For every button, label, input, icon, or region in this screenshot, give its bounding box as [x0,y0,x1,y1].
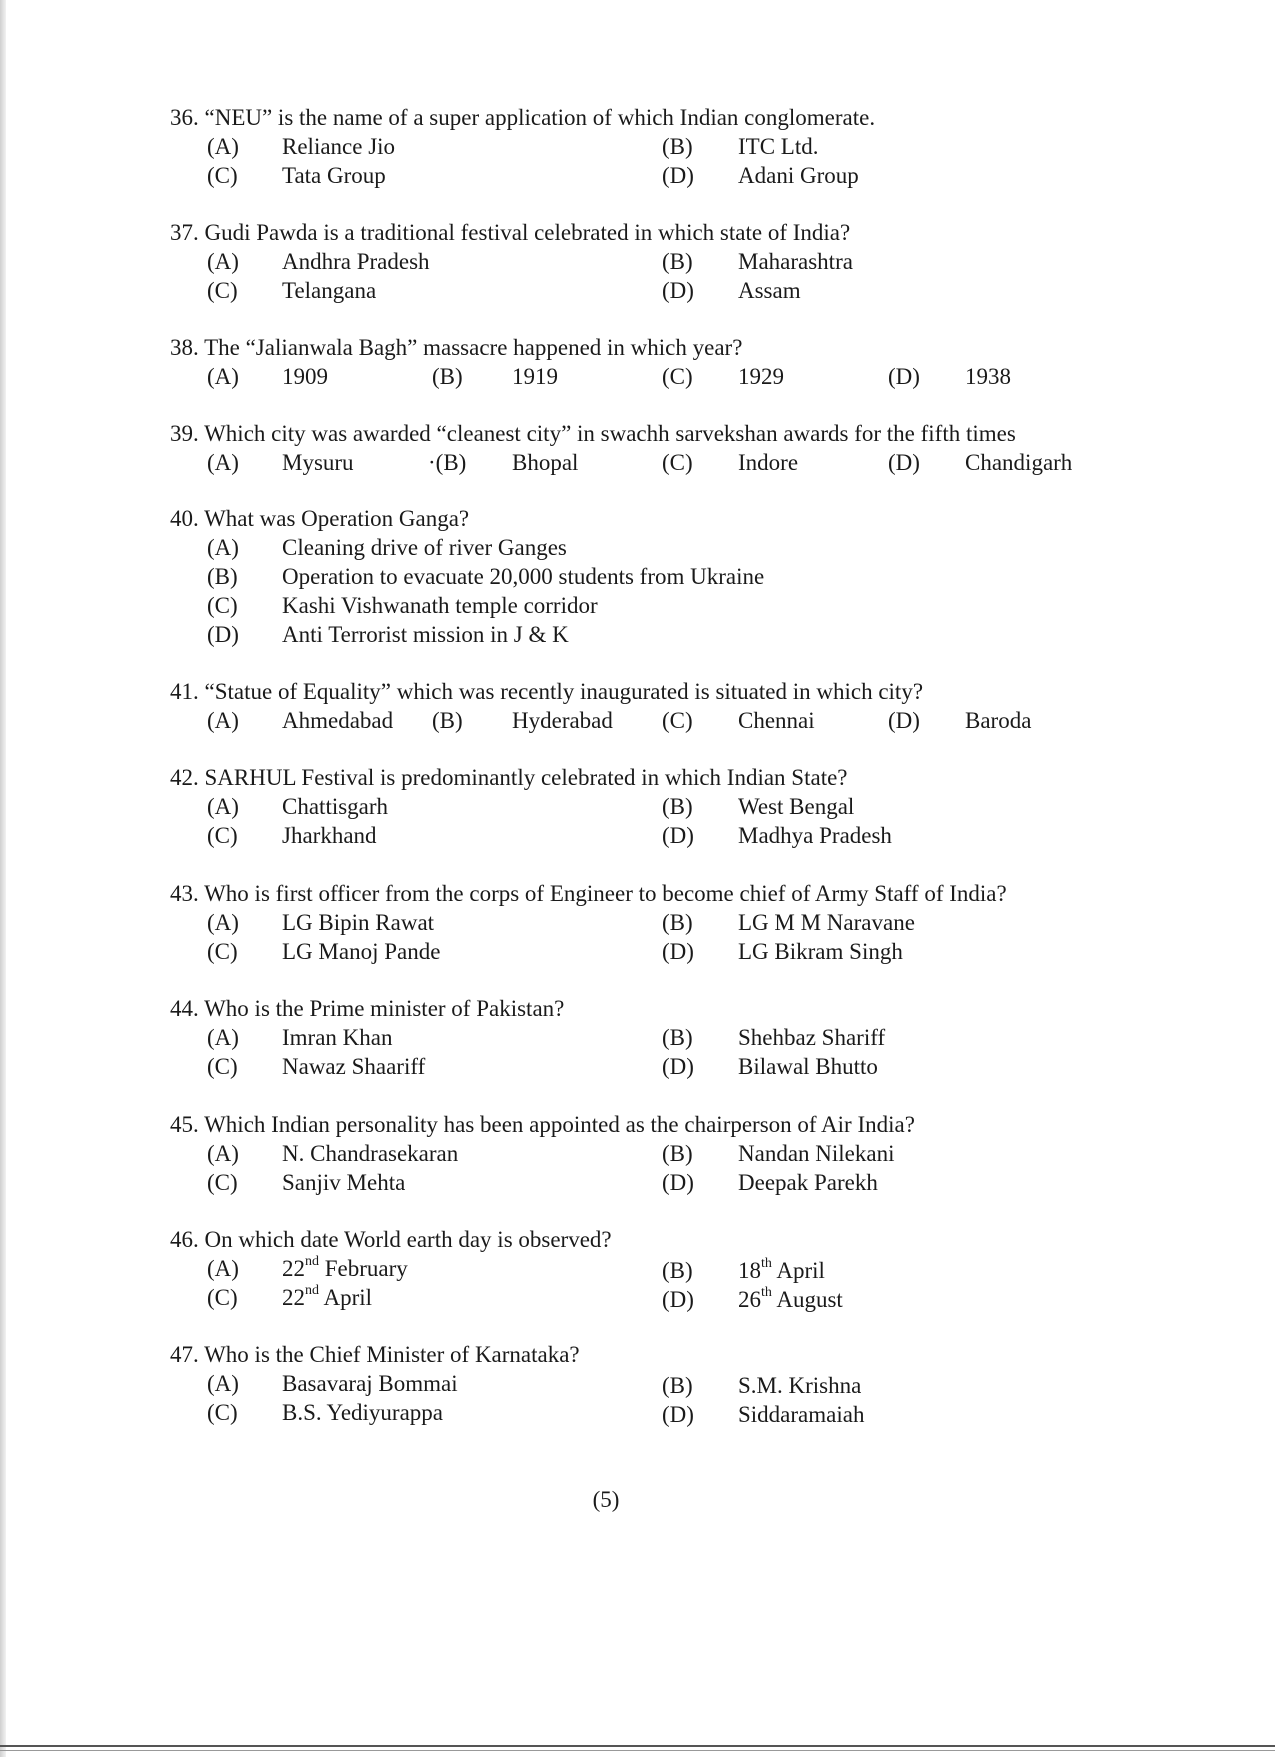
option-text-a: Cleaning drive of river Ganges [282,535,567,560]
option-label-d: (D) [662,1054,694,1079]
option-text-b: West Bengal [738,794,855,819]
option-label-d: (D) [662,1170,694,1195]
option-label-b: ·(B) [428,450,467,475]
question-text: 36. “NEU” is the name of a super application of which Indian conglomerate. [170,105,876,130]
option-text-b: Nandan Nilekani [738,1141,895,1166]
option-label-b: (B) [432,708,463,733]
option-text-c: Chennai [738,708,815,733]
option-label-a: (A) [207,794,239,819]
option-text-c: Indore [738,450,799,475]
option-label-a: (A) [207,450,239,475]
option-label-a: (A) [207,134,239,159]
option-text-b: 1919 [512,364,558,389]
option-text-a: Mysuru [282,450,354,475]
option-label-c: (C) [662,364,693,389]
option-label-b: (B) [662,1373,693,1398]
options [170,1254,1210,1312]
option-text-a: 22nd February [282,1254,408,1281]
option-label-b: (B) [662,1025,693,1050]
options [170,362,1210,391]
option-text-d: Anti Terrorist mission in J & K [282,622,569,647]
option-label-d: (D) [662,1287,694,1312]
option-text-c: 1929 [738,364,784,389]
option-text-b: LG M M Naravane [738,910,915,935]
option-label-b: (B) [662,910,693,935]
option-label-c: (C) [207,939,238,964]
option-label-c: (C) [207,1170,238,1195]
option-label-a: (A) [207,1141,239,1166]
option-text-d: 26th August [738,1285,843,1312]
option-label-c: (C) [662,450,693,475]
option-label-b: (B) [207,564,238,589]
question-46 [170,1225,1210,1312]
options [170,908,1210,966]
options [170,1369,1210,1427]
option-label-c: (C) [207,1285,238,1310]
option-label-d: (D) [888,708,920,733]
question-text: 47. Who is the Chief Minister of Karnataka? [170,1342,580,1367]
option-text-b: Maharashtra [738,249,853,274]
option-label-c: (C) [662,708,693,733]
option-text-c: Telangana [282,278,377,303]
options [170,792,1210,850]
option-text-d: Madhya Pradesh [738,823,892,848]
option-text-d: Assam [738,278,801,303]
option-text-c: LG Manoj Pande [282,939,441,964]
option-text-b: Bhopal [512,450,579,475]
question-text: 37. Gudi Pawda is a traditional festival celebrated in which state of India? [170,220,851,245]
option-text-b: Shehbaz Shariff [738,1025,886,1050]
question-text: 46. On which date World earth day is observed? [170,1227,612,1252]
option-text-b: Operation to evacuate 20,000 students from Ukraine [282,564,765,589]
option-text-a: Ahmedabad [282,708,394,733]
bottom-scan-line [0,1745,1275,1747]
bottom-scan-line-secondary [0,1750,1275,1751]
question-text: 41. “Statue of Equality” which was recently inaugurated is situated in which city? [170,679,924,704]
question-text: 43. Who is first officer from the corps of Engineer to become chief of Army Staff of India? [170,881,1007,906]
option-text-a: N. Chandrasekaran [282,1141,459,1166]
option-label-a: (A) [207,1371,239,1396]
option-label-c: (C) [207,278,238,303]
option-text-c: Tata Group [282,163,386,188]
question-40 [170,504,1210,649]
option-label-a: (A) [207,1256,239,1281]
question-37 [170,218,1210,305]
option-text-d: Deepak Parekh [738,1170,878,1195]
option-label-b: (B) [662,134,693,159]
option-label-b: (B) [662,1258,693,1283]
option-label-d: (D) [207,622,239,647]
question-39 [170,419,1210,477]
question-42 [170,763,1210,850]
option-text-c: Nawaz Shaariff [282,1054,426,1079]
option-label-a: (A) [207,1025,239,1050]
option-text-b: Hyderabad [512,708,613,733]
option-text-a: Reliance Jio [282,134,396,159]
question-text: 42. SARHUL Festival is predominantly celebrated in which Indian State? [170,765,848,790]
option-text-d: Chandigarh [965,450,1073,475]
option-label-a: (A) [207,364,239,389]
option-text-d: Siddaramaiah [738,1402,865,1427]
question-38 [170,333,1210,391]
option-label-d: (D) [662,939,694,964]
option-label-c: (C) [207,163,238,188]
question-41 [170,677,1210,735]
option-label-b: (B) [662,794,693,819]
option-label-d: (D) [662,278,694,303]
options [170,706,1210,735]
option-label-c: (C) [207,593,238,618]
question-text: 38. The “Jalianwala Bagh” massacre happened in which year? [170,335,743,360]
option-text-d: LG Bikram Singh [738,939,903,964]
question-45 [170,1110,1210,1197]
option-label-c: (C) [207,1054,238,1079]
option-text-a: 1909 [282,364,328,389]
option-label-d: (D) [662,1402,694,1427]
option-text-b: 18th April [738,1256,825,1283]
option-label-a: (A) [207,708,239,733]
option-label-a: (A) [207,249,239,274]
question-43 [170,879,1210,966]
option-text-d: Adani Group [738,163,859,188]
question-44 [170,994,1210,1081]
options [170,1023,1210,1081]
option-text-c: 22nd April [282,1283,373,1310]
question-47 [170,1340,1210,1427]
option-text-a: Chattisgarh [282,794,389,819]
option-text-a: LG Bipin Rawat [282,910,435,935]
options [170,247,1210,305]
option-label-d: (D) [888,450,920,475]
option-label-b: (B) [662,249,693,274]
option-label-d: (D) [662,163,694,188]
option-text-c: Sanjiv Mehta [282,1170,406,1195]
option-text-d: Bilawal Bhutto [738,1054,878,1079]
question-text: 45. Which Indian personality has been appointed as the chairperson of Air India? [170,1112,915,1137]
option-label-d: (D) [662,823,694,848]
options [170,533,1210,649]
option-text-a: Andhra Pradesh [282,249,430,274]
option-label-d: (D) [888,364,920,389]
option-label-a: (A) [207,535,239,560]
option-text-b: ITC Ltd. [738,134,819,159]
option-text-a: Basavaraj Bommai [282,1371,458,1396]
option-label-b: (B) [432,364,463,389]
page-number: (5) [592,1487,620,1512]
options [170,448,1210,477]
question-text: 40. What was Operation Ganga? [170,506,470,531]
option-label-a: (A) [207,910,239,935]
question-36 [170,103,1210,190]
option-text-c: Kashi Vishwanath temple corridor [282,593,598,618]
option-text-a: Imran Khan [282,1025,393,1050]
option-text-b: S.M. Krishna [738,1373,862,1398]
question-text: 44. Who is the Prime minister of Pakistan? [170,996,565,1021]
option-label-b: (B) [662,1141,693,1166]
option-label-c: (C) [207,823,238,848]
option-text-d: Baroda [965,708,1032,733]
options [170,132,1210,190]
question-text: 39. Which city was awarded “cleanest city” in swachh sarvekshan awards for the fifth times [170,421,1016,446]
option-text-d: 1938 [965,364,1011,389]
option-text-c: B.S. Yediyurappa [282,1400,444,1425]
options [170,1139,1210,1197]
option-label-c: (C) [207,1400,238,1425]
option-text-c: Jharkhand [282,823,377,848]
